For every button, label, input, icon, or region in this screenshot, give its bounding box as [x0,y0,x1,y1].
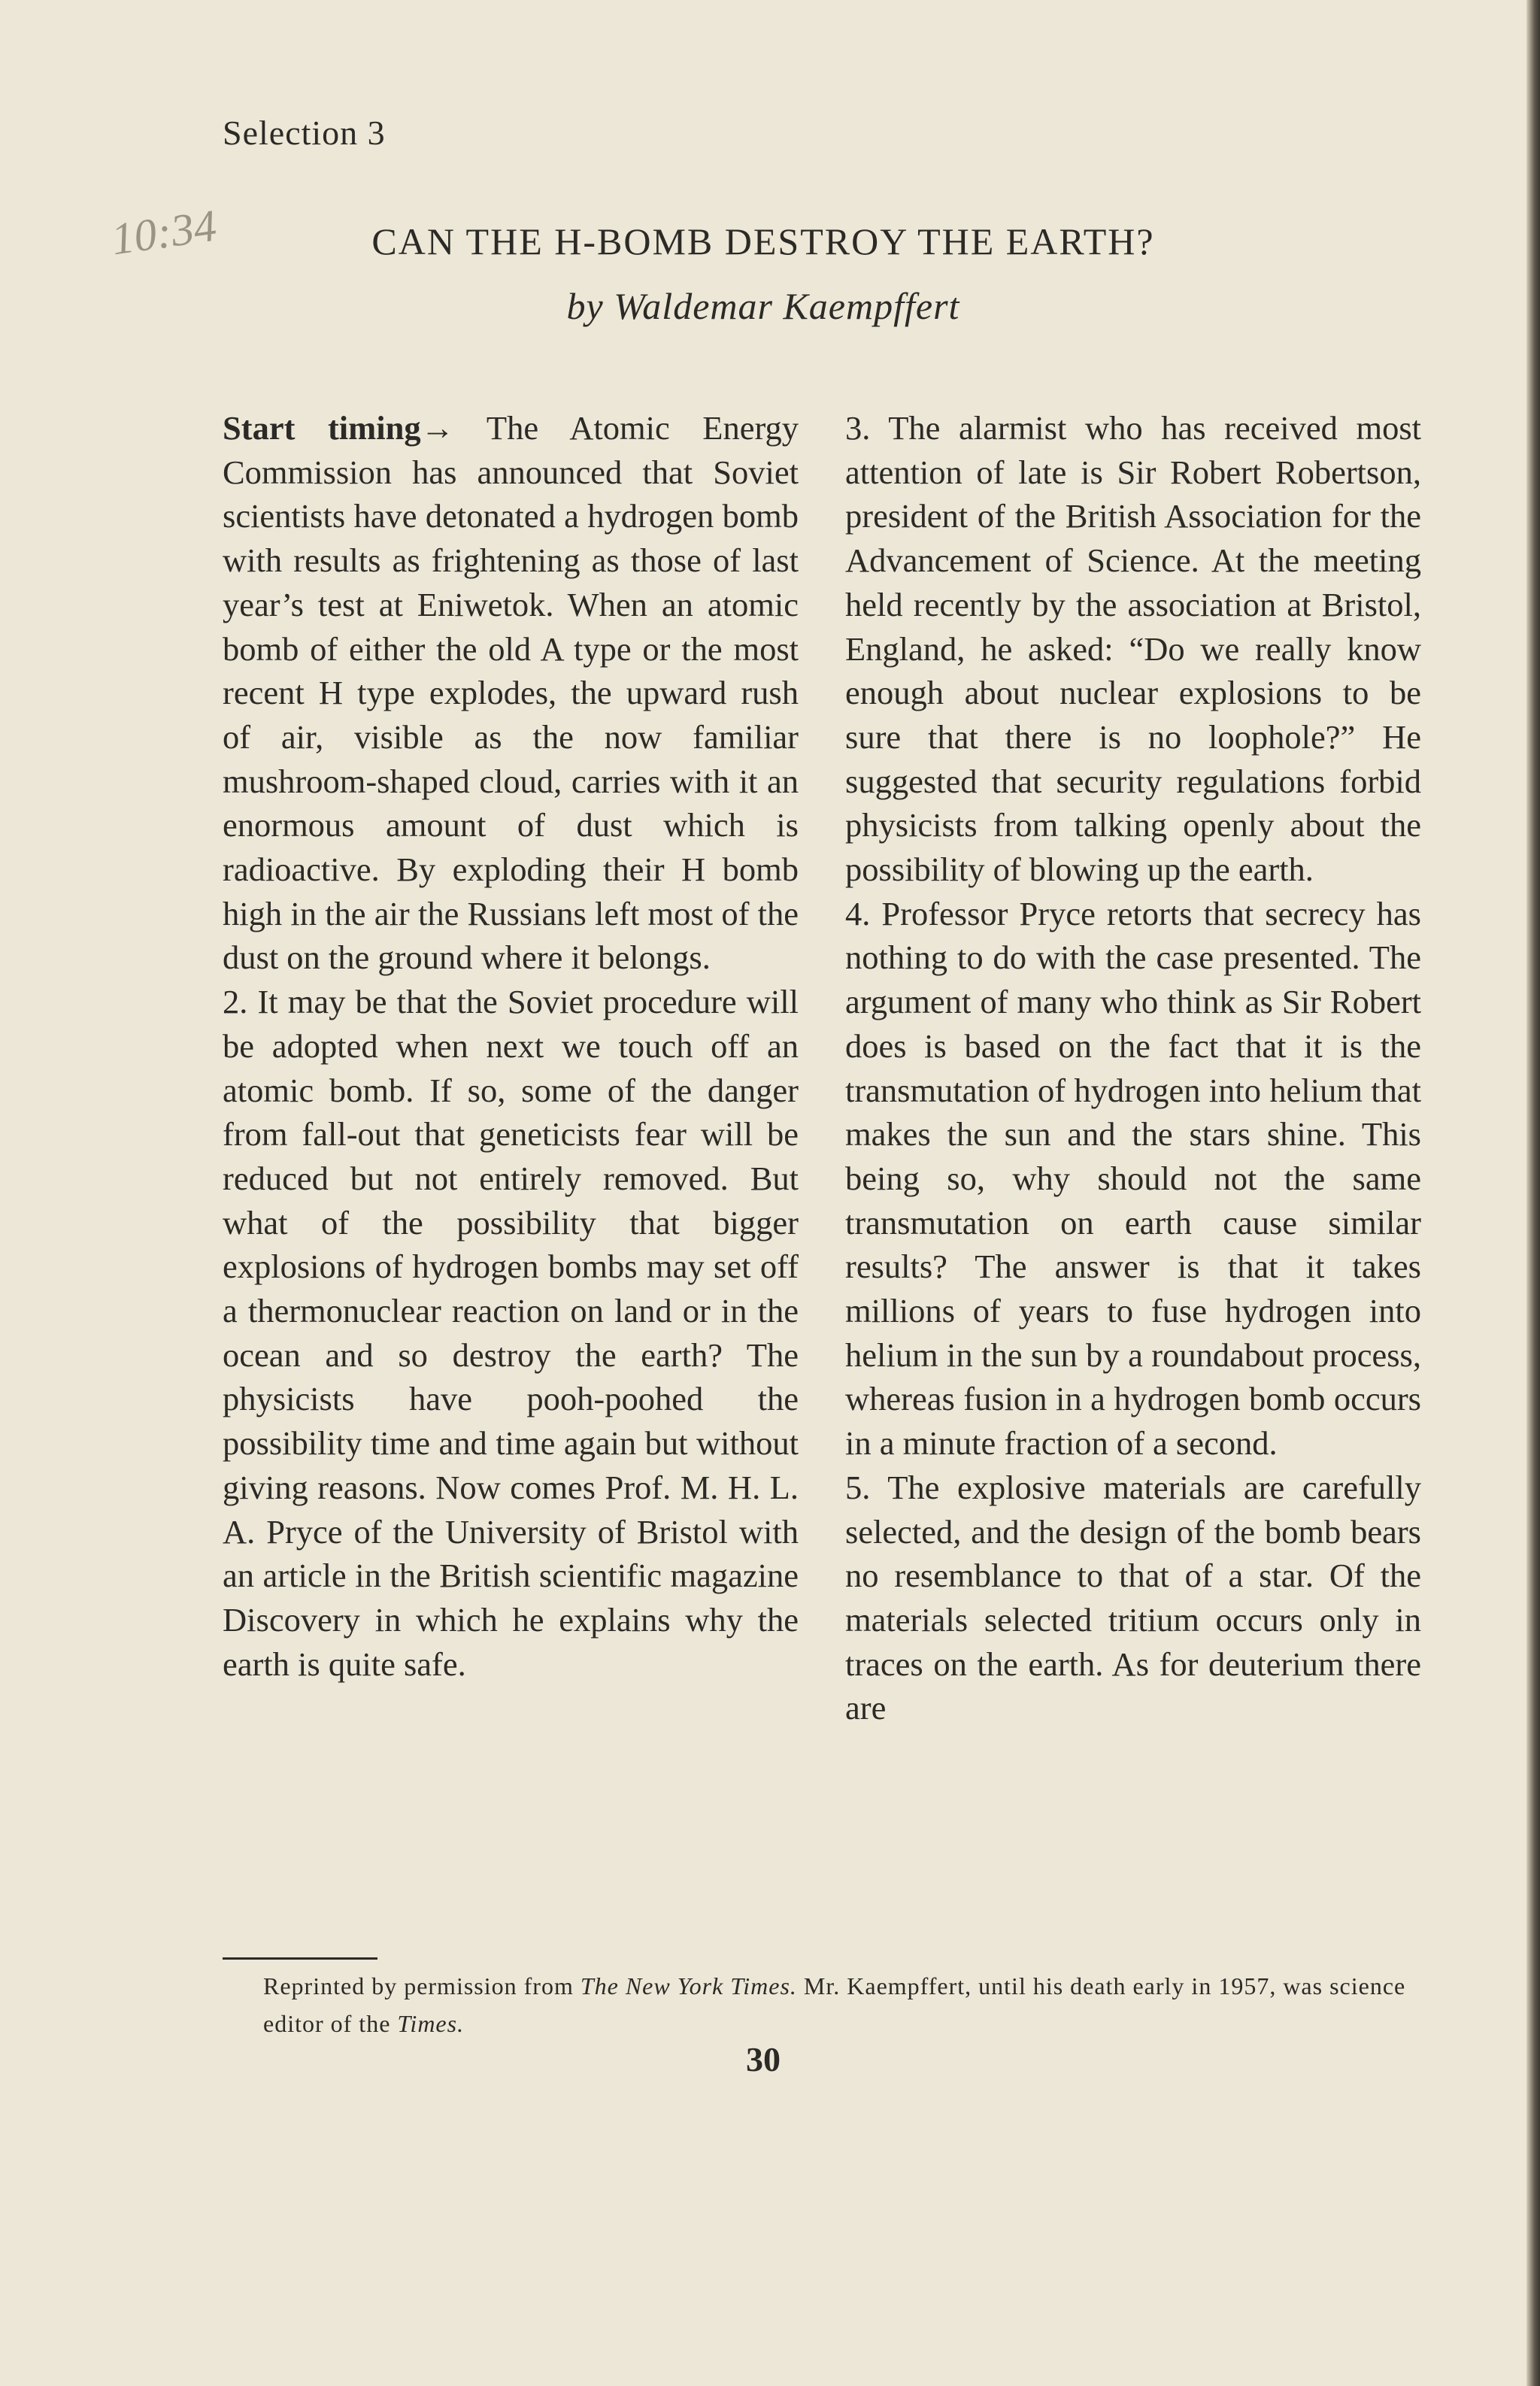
footnote [263,1967,1421,2042]
page-number: 30 [746,2040,781,2078]
footnote-divider [223,1957,377,1960]
paragraph-2-text: It may be that the Soviet procedure will be adopted when next we touch off an atomic bomb. If so, some of the danger from fall-out that geneticists fear will be reduced but not entirely removed. But what of the possibility that bigger explosions of hydrogen bombs may set off a thermonuclear reaction on land or in the ocean and so destroy the earth? The physicists have pooh-poohed the possibility time and time again but without giving reasons. Now comes Prof. M. H. L. A. Pryce of the University of Bristol with an article in the British scientific magazine Discovery in which he explains why the earth is quite safe. [223,983,799,1683]
paragraph-5-text: The explosive materials are carefully selected, and the design of the bomb bears no resemblance to that of a star. Of the materials selected tritium occurs only in traces on the earth. As for deuterium there are [845,1468,1421,1727]
paragraph-1-text: The Atomic Energy Commission has announced that Soviet scientists have detonated a hydrogen bomb with results as frightening as those of last year’s test at Eniwetok. When an atomic bomb of either the old A type or the most recent H type explodes, the upward rush of air, visible as the now familiar mushroom-shaped cloud, carries with it an enormous amount of dust which is radioactive. By exploding their H bomb high in the air the Russians left most of the dust on the ground where it belongs. [223,409,799,977]
right-column [845,406,1421,1730]
paragraph-5-number: 5. [845,1468,871,1506]
paragraph-5 [845,1466,1421,1730]
paragraph-3-text: The alarmist who has received most attention of late is Sir Robert Robertson, president of the British Association for the Advancement of Science. At the meeting held recently by the association at Bristol, England, he asked: “Do we really know enough about nuclear explosions to be sure that there is no loophole?” He suggested that security regulations forbid physicists from talking openly about the possibility of blowing up the earth. [845,409,1422,889]
article-byline: by Waldemar Kaempffert [566,285,960,327]
page-edge-shadow [1526,0,1540,2386]
paragraph-1 [223,406,799,980]
start-timing-label: Start timing→ [223,409,455,447]
footnote-paper: Times. [397,2010,465,2037]
footnote-source: The New York Times. [580,1972,797,1999]
handwritten-time-note: 10:34 [108,200,220,265]
paragraph-4-text: Professor Pryce retorts that secrecy has nothing to do with the case presented. The argument of many who think as Sir Robert does is based on the fact that it is the transmutation of hydrogen into helium that makes the sun and the stars shine. This being so, why should not the same transmutation on earth cause similar results? The answer is that it takes millions of years to fuse hydrogen into helium in the sun by a roundabout process, whereas fusion in a hydrogen bomb occurs in a minute fraction of a second. [845,894,1421,1463]
paragraph-4 [845,892,1421,1466]
selection-label: Selection 3 [223,114,386,152]
paragraph-2 [223,980,799,1686]
footnote-text-2: Mr. Kaempffert, until his death early in 1957, was science editor of the [263,1972,1406,2037]
article-title: CAN THE H-BOMB DESTROY THE EARTH? [371,220,1155,262]
paragraph-4-number: 4. [845,894,871,932]
footnote-text-1: Reprinted by permission from [263,1972,581,1999]
paragraph-3 [845,406,1421,892]
paragraph-3-number: 3. [845,409,871,447]
paragraph-2-number: 2. [223,983,248,1021]
left-column [223,406,799,1686]
